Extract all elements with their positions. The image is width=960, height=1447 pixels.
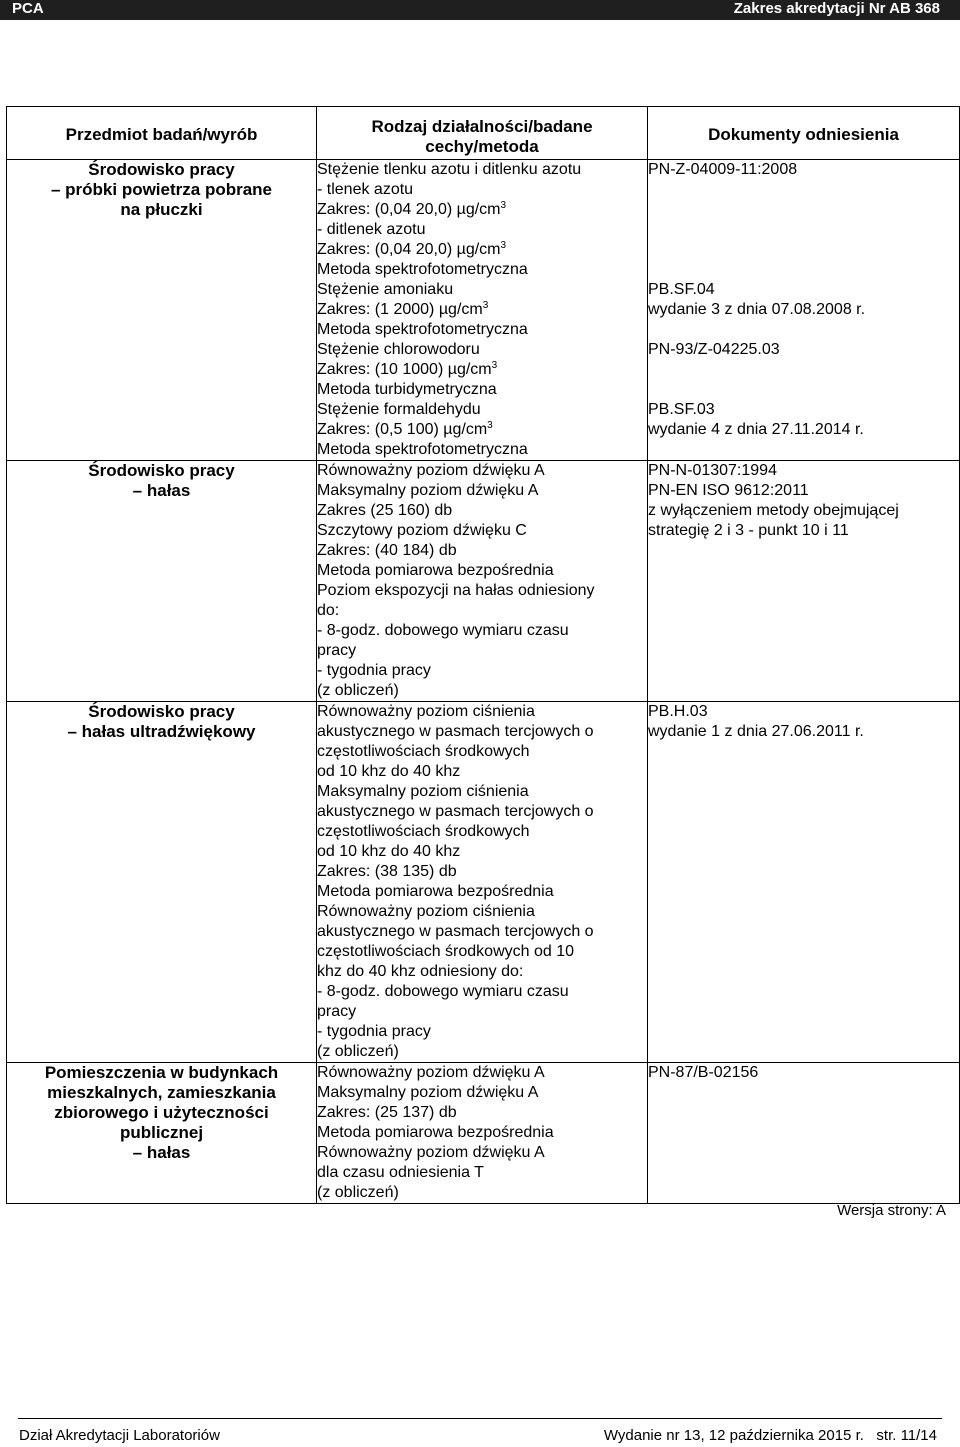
column-header-subject: Przedmiot badań/wyrób bbox=[7, 107, 317, 160]
table-header-row bbox=[7, 107, 960, 160]
accreditation-table bbox=[6, 106, 960, 1204]
documents-cell: PB.H.03 wydanie 1 z dnia 27.06.2011 r. bbox=[648, 702, 960, 1063]
column-header-method: Rodzaj działalności/badane cechy/metoda bbox=[317, 107, 648, 160]
method-cell: Równoważny poziom dźwięku A Maksymalny poziom dźwięku A Zakres (25 160) db Szczytowy poziom dźwięku C Zakres: (40 184) db Metoda pomiarowa bezpośrednia Poziom ekspozycji na hałas odniesiony do: - 8-godz. dobowego wymiaru czasu pracy - tygodnia pracy (z obliczeń) bbox=[317, 461, 648, 702]
column-header-documents: Dokumenty odniesienia bbox=[648, 107, 960, 160]
table-row bbox=[7, 160, 960, 461]
table-row bbox=[7, 1063, 960, 1204]
footer-edition-page: Wydanie nr 13, 12 października 2015 r. str. 11/14 bbox=[603, 1427, 937, 1444]
method-cell: Stężenie tlenku azotu i ditlenku azotu - tlenek azotu Zakres: (0,04 20,0) $\mu g/cm^3$ - ditlenek azotu Zakres: (0,04 20,0) $\mu g/cm^3$ Metoda spektrofotometryczna Stężenie amoniaku Zakres: (1 2000) $\mu g/cm^3$ Metoda spektrofotometryczna Stężenie chlorowodoru Zakres: (10 1000) $\mu g/cm^3$ Metoda turbidymetryczna Stężenie formaldehydu Zakres: (0,5 100) $\mu g/cm^3$ Metoda spektrofotometryczna bbox=[317, 160, 648, 461]
page-version-note: Wersja strony: A bbox=[837, 1202, 946, 1219]
method-cell: Równoważny poziom dźwięku A Maksymalny poziom dźwięku A Zakres: (25 137) db Metoda pomiarowa bezpośrednia Równoważny poziom dźwięku A dla czasu odniesienia T (z obliczeń) bbox=[317, 1063, 648, 1204]
table-row bbox=[7, 461, 960, 702]
header-scope-title: Zakres akredytacji Nr AB 368 bbox=[733, 0, 940, 17]
documents-cell: PN-87/B-02156 bbox=[648, 1063, 960, 1204]
subject-cell: Środowisko pracy – hałas ultradźwiękowy bbox=[7, 702, 317, 1063]
footer-department: Dział Akredytacji Laboratoriów bbox=[19, 1427, 220, 1444]
documents-cell: PN-Z-04009-11:2008 PB.SF.04 wydanie 3 z dnia 07.08.2008 r. PN-93/Z-04225.03 PB.SF.03 wydanie 4 z dnia 27.11.2014 r. bbox=[648, 160, 960, 461]
footer-divider bbox=[18, 1418, 942, 1419]
documents-cell: PN-N-01307:1994 PN-EN ISO 9612:2011 z wyłączeniem metody obejmującej strategię 2 i 3 - punkt 10 i 11 bbox=[648, 461, 960, 702]
table-row bbox=[7, 702, 960, 1063]
subject-cell: Pomieszczenia w budynkach mieszkalnych, zamieszkania zbiorowego i użyteczności publicznej – hałas bbox=[7, 1063, 317, 1204]
page-header-bar bbox=[0, 0, 960, 20]
subject-cell: Środowisko pracy – próbki powietrza pobrane na płuczki bbox=[7, 160, 317, 461]
subject-cell: Środowisko pracy – hałas bbox=[7, 461, 317, 702]
header-org: PCA bbox=[12, 0, 44, 17]
method-cell: Równoważny poziom ciśnienia akustycznego w pasmach tercjowych o częstotliwościach środkowych od 10 khz do 40 khz Maksymalny poziom ciśnienia akustycznego w pasmach tercjowych o częstotliwościach środkowych od 10 khz do 40 khz Zakres: (38 135) db Metoda pomiarowa bezpośrednia Równoważny poziom ciśnienia akustycznego w pasmach tercjowych o częstotliwościach środkowych od 10 khz do 40 khz odniesiony do: - 8-godz. dobowego wymiaru czasu pracy - tygodnia pracy (z obliczeń) bbox=[317, 702, 648, 1063]
